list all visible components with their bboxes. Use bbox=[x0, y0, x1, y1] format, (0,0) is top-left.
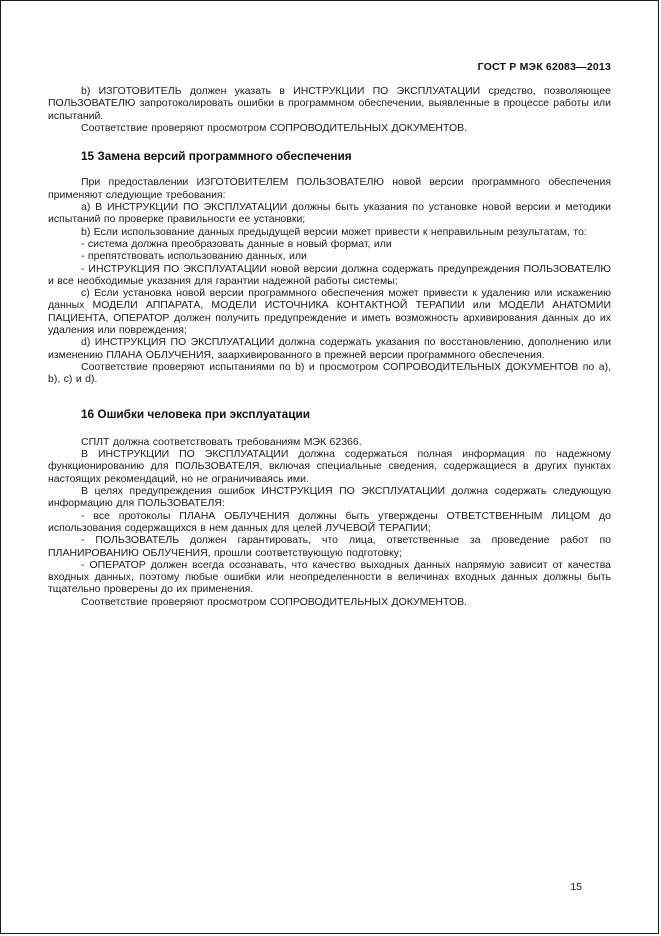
paragraph: - ПОЛЬЗОВАТЕЛЬ должен гарантировать, что лица, ответственные за проведение работ по ПЛАНИРОВАНИЮ ОБЛУЧЕНИЯ, прошли соответствующую подготовку; bbox=[48, 534, 611, 559]
section-heading: 15 Замена версий программного обеспечения bbox=[81, 149, 352, 164]
paragraph: - ОПЕРАТОР должен всегда осознавать, что качество выходных данных напрямую зависит от качества входных данных, поэтому любые ошибки или неопределенности в величинах входных данных должны быть тщательно проверены до их применения. bbox=[48, 558, 611, 596]
section-heading: 16 Ошибки человека при эксплуатации bbox=[81, 406, 310, 421]
paragraph: СПЛТ должна соответствовать требованиям МЭК 62366. bbox=[81, 435, 362, 448]
running-header: ГОСТ Р МЭК 62083—2013 bbox=[477, 61, 611, 73]
paragraph: - все протоколы ПЛАНА ОБЛУЧЕНИЯ должны быть утверждены ОТВЕТСТВЕННЫМ ЛИЦОМ до использования содержащихся в нем данных для целей ЛУЧЕВОЙ ТЕРАПИИ; bbox=[48, 509, 611, 534]
document-body bbox=[48, 85, 611, 608]
paragraph: - ИНСТРУКЦИЯ ПО ЭКСПЛУАТАЦИИ новой версии должна содержать предупреждения ПОЛЬЗОВАТЕЛЮ и все необходимые указания для гарантии надежной работы системы; bbox=[48, 262, 611, 287]
paragraph: В целях предупреждения ошибок ИНСТРУКЦИЯ ПО ЭКСПЛУАТАЦИИ должна содержать следующую информацию для ПОЛЬЗОВАТЕЛЯ: bbox=[48, 485, 611, 510]
paragraph: b) Если использование данных предыдущей версии может привести к неправильным результатам, то: bbox=[81, 225, 587, 238]
paragraph: Соответствие проверяют просмотром СОПРОВОДИТЕЛЬНЫХ ДОКУМЕНТОВ. bbox=[81, 121, 468, 134]
paragraph: a) В ИНСТРУКЦИИ ПО ЭКСПЛУАТАЦИИ должны быть указания по установке новой версии и методики испытаний по проверке правильности ее установки; bbox=[48, 201, 611, 226]
paragraph: - система должна преобразовать данные в новый формат, или bbox=[81, 237, 392, 250]
paragraph: c) Если установка новой версии программного обеспечения может привести к удалению или искажению данных МОДЕЛИ АППАРАТА, МОДЕЛИ ИСТОЧНИКА КОНТАКТНОЙ ТЕРАПИИ или МОДЕЛИ АНАТОМИИ ПАЦИЕНТА, ОПЕРАТОР должен получить предупреждение и иметь возможность архивирования данных до их удаления или повреждения; bbox=[48, 287, 611, 337]
paragraph: В ИНСТРУКЦИИ ПО ЭКСПЛУАТАЦИИ должна содержаться полная информация по надежному функционированию для ПОЛЬЗОВАТЕЛЯ, включая специальные сведения, содержащиеся в других пунктах настоящих рекомендаций, но не ограничиваясь ими. bbox=[48, 448, 611, 485]
paragraph: При предоставлении ИЗГОТОВИТЕЛЕМ ПОЛЬЗОВАТЕЛЮ новой версии программного обеспечения применяют следующие требования: bbox=[48, 176, 611, 201]
paragraph: d) ИНСТРУКЦИЯ ПО ЭКСПЛУАТАЦИИ должна содержать указания по восстановлению, дополнению или изменению ПЛАНА ОБЛУЧЕНИЯ, заархивированного в прежней версии программного обеспечения. bbox=[48, 336, 611, 361]
paragraph: Соответствие проверяют испытаниями по b) и просмотром СОПРОВОДИТЕЛЬНЫХ ДОКУМЕНТОВ по a), b), c) и d). bbox=[48, 360, 611, 386]
page-number: 15 bbox=[570, 881, 582, 893]
paragraph: b) ИЗГОТОВИТЕЛЬ должен указать в ИНСТРУКЦИИ ПО ЭКСПЛУАТАЦИИ средство, позволяющее ПОЛЬЗОВАТЕЛЮ запротоколировать ошибки в программном обеспечении, выявленные в процессе работы или испытаний. bbox=[48, 85, 611, 122]
paragraph: - препятствовать использованию данных, или bbox=[81, 250, 307, 263]
paragraph: Соответствие проверяют просмотром СОПРОВОДИТЕЛЬНЫХ ДОКУМЕНТОВ. bbox=[81, 595, 468, 608]
